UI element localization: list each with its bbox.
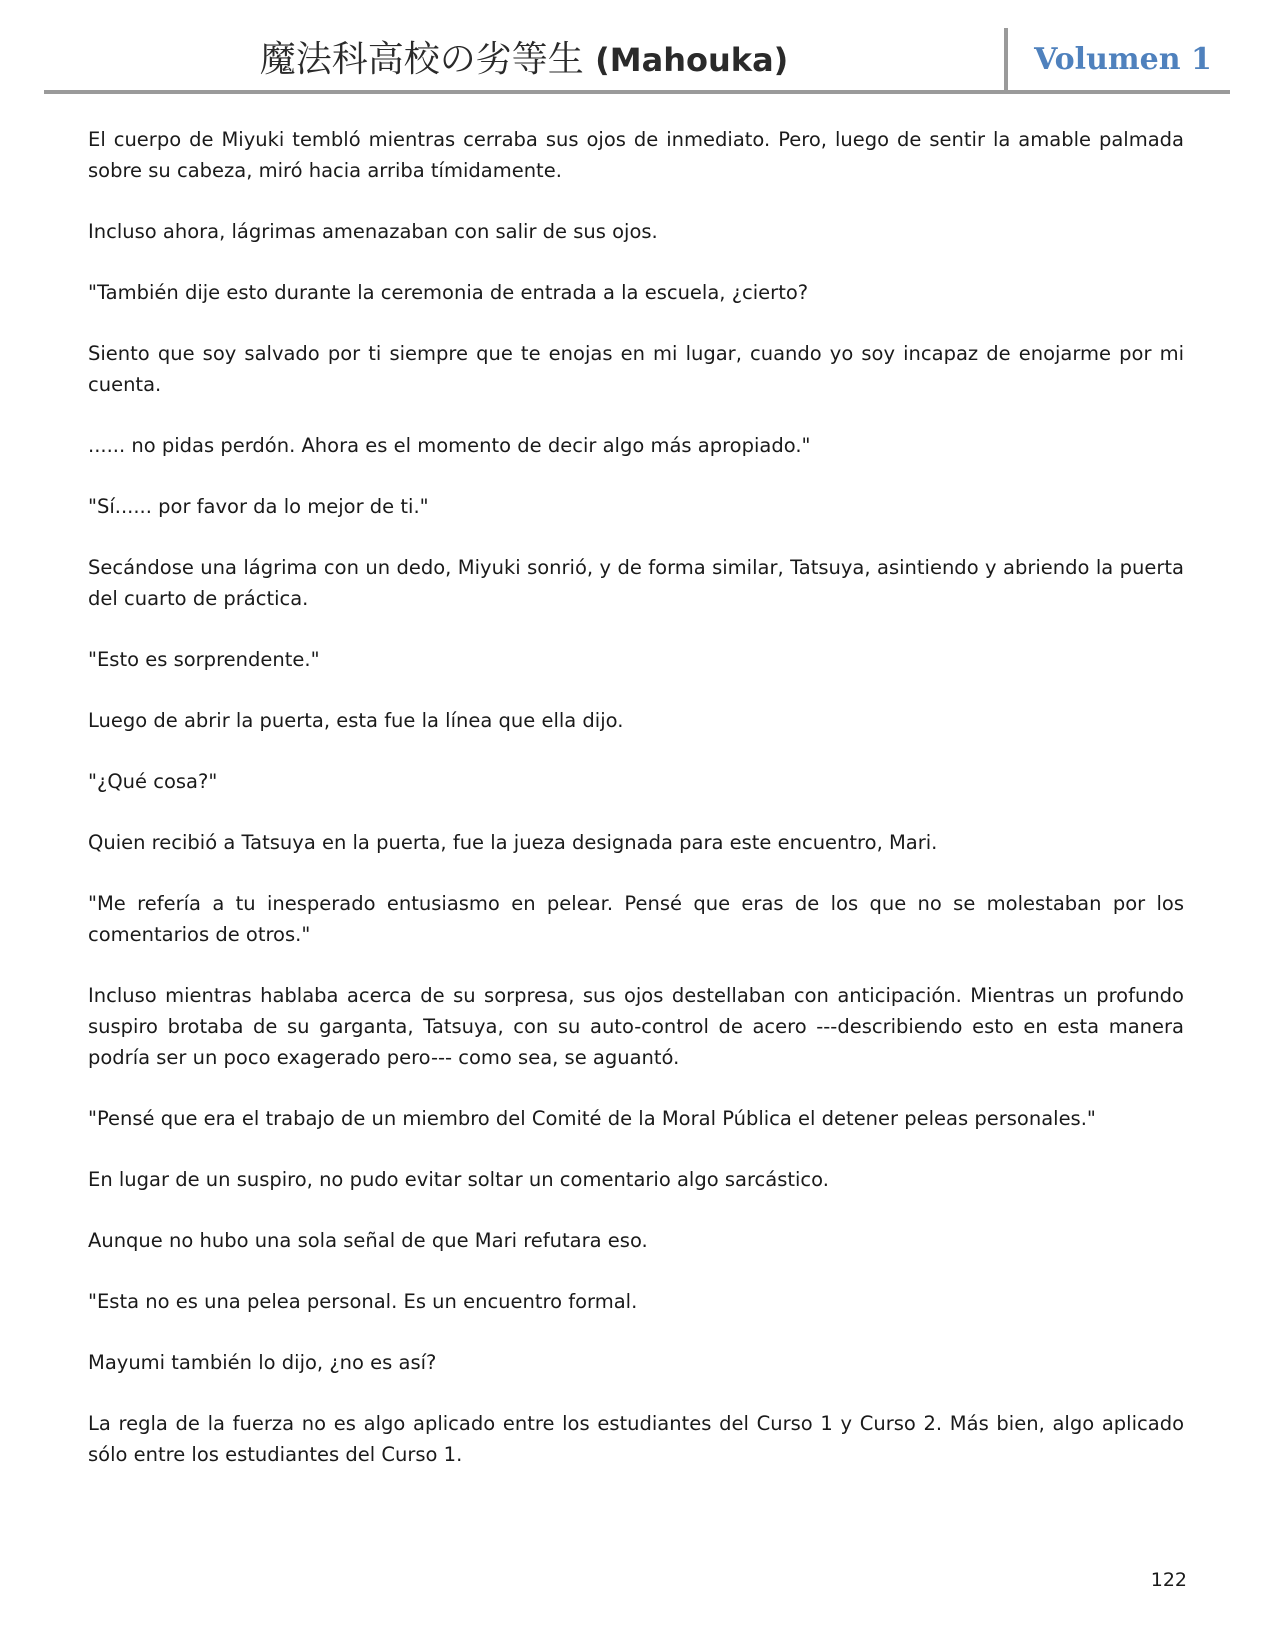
paragraph: La regla de la fuerza no es algo aplicado entre los estudiantes del Curso 1 y Curso 2. Más bien, algo aplicado sólo entre los estudiantes del Curso 1. [88,1412,1184,1466]
page-header [44,28,1230,94]
paragraph: "Pensé que era el trabajo de un miembro del Comité de la Moral Pública el detener peleas personales." [88,1107,1096,1130]
paragraph: "Sí...... por favor da lo mejor de ti." [88,495,429,518]
paragraph: "Me refería a tu inesperado entusiasmo en pelear. Pensé que eras de los que no se molestaban por los comentarios de otros." [88,892,1184,946]
book-title-japanese: 魔法科高校の劣等生 [259,39,584,80]
book-title-latin: (Mahouka) [595,41,789,79]
page-body [88,124,1184,1500]
paragraph: "También dije esto durante la ceremonia de entrada a la escuela, ¿cierto? [88,281,809,304]
paragraph: Secándose una lágrima con un dedo, Miyuki sonrió, y de forma similar, Tatsuya, asintiendo y abriendo la puerta del cuarto de práctica. [88,556,1184,610]
paragraph: El cuerpo de Miyuki tembló mientras cerraba sus ojos de inmediato. Pero, luego de sentir la amable palmada sobre su cabeza, miró hacia arriba tímidamente. [88,128,1184,182]
paragraph: En lugar de un suspiro, no pudo evitar soltar un comentario algo sarcástico. [88,1168,829,1191]
paragraph: "Esta no es una pelea personal. Es un encuentro formal. [88,1290,638,1313]
book-title [44,38,1004,82]
paragraph: Incluso ahora, lágrimas amenazaban con salir de sus ojos. [88,220,658,243]
paragraph: Incluso mientras hablaba acerca de su sorpresa, sus ojos destellaban con anticipación. Mientras un profundo suspiro brotaba de su garganta, Tatsuya, con su auto-control de acero ---describiendo esto en esta manera podría ser un poco exagerado pero--- como sea, se aguantó. [88,984,1184,1069]
paragraph: Siento que soy salvado por ti siempre que te enojas en mi lugar, cuando yo soy incapaz de enojarme por mi cuenta. [88,342,1184,396]
page-number: 122 [1150,1569,1187,1591]
paragraph: "Esto es sorprendente." [88,648,320,671]
paragraph: Aunque no hubo una sola señal de que Mari refutara eso. [88,1229,648,1252]
paragraph: Mayumi también lo dijo, ¿no es así? [88,1351,437,1374]
paragraph: Quien recibió a Tatsuya en la puerta, fue la jueza designada para este encuentro, Mari. [88,831,938,854]
paragraph: ...... no pidas perdón. Ahora es el momento de decir algo más apropiado." [88,434,811,457]
header-divider [1004,28,1008,92]
volume-label: Volumen 1 [1034,42,1212,77]
paragraph: Luego de abrir la puerta, esta fue la línea que ella dijo. [88,709,624,732]
paragraph: "¿Qué cosa?" [88,770,218,793]
